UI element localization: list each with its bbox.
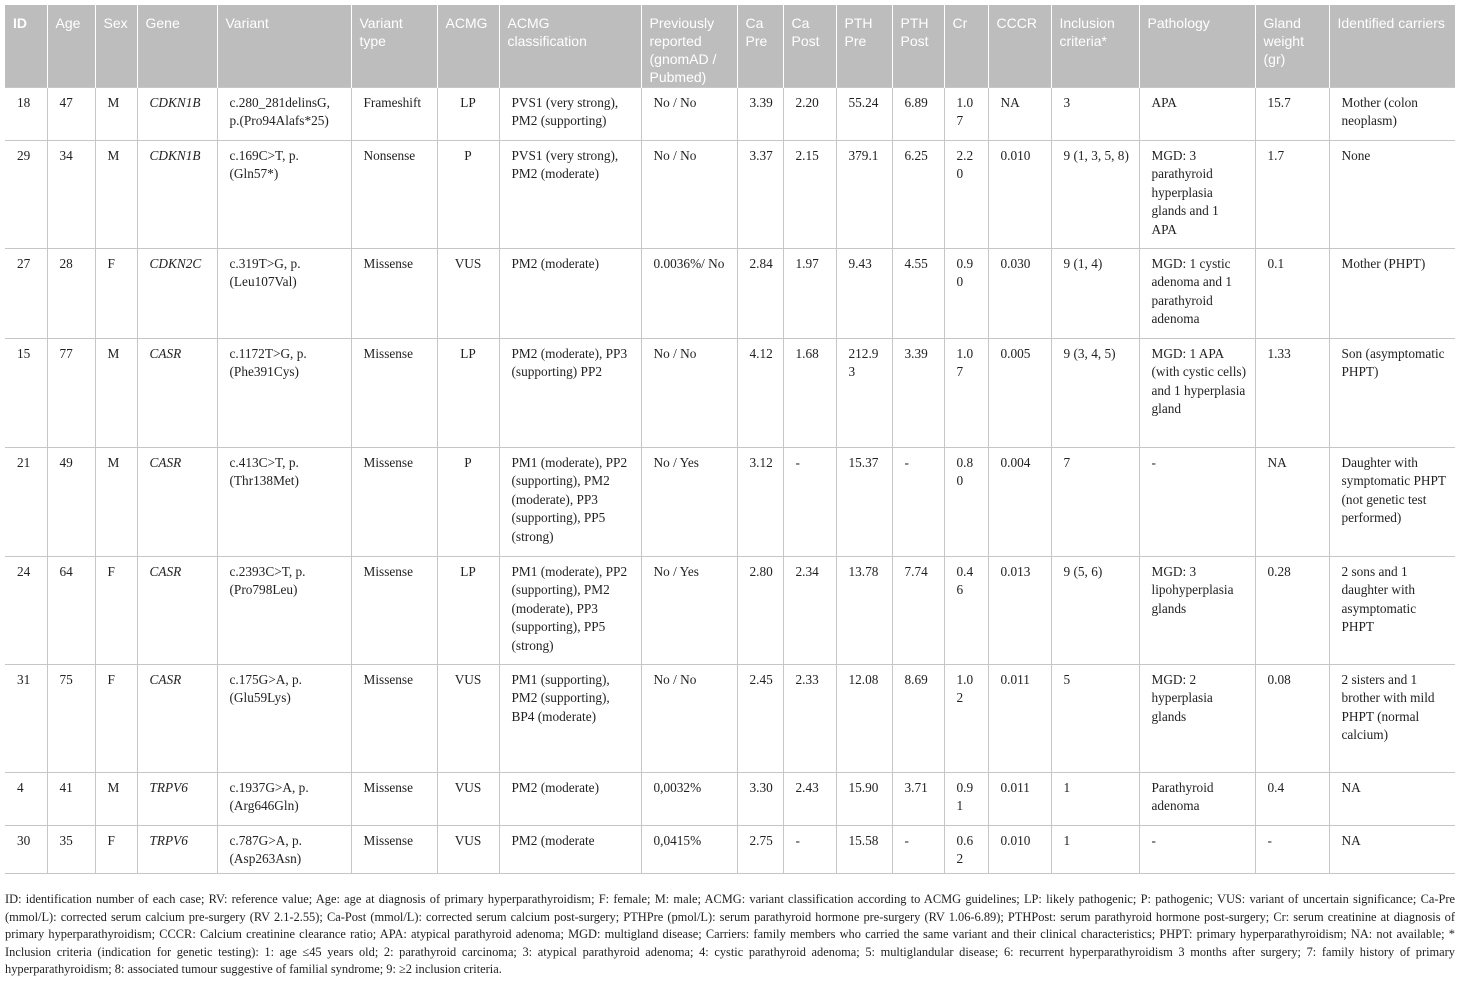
- cell-cccr: 0.011: [988, 664, 1051, 772]
- cell-gene: CASR: [137, 556, 217, 664]
- cell-identified-carriers: 2 sons and 1 daughter with asymptomatic PHPT: [1329, 556, 1455, 664]
- cell-cccr: 0.004: [988, 447, 1051, 556]
- cell-gene: TRPV6: [137, 772, 217, 825]
- cell-gland-weight: NA: [1255, 447, 1329, 556]
- cell-inclusion-criteria: 7: [1051, 447, 1139, 556]
- cell-variant: c.787G>A, p.(Asp263Asn): [217, 825, 351, 873]
- table-row: [5, 825, 1455, 873]
- cell-variant: c.280_281delinsG, p.(Pro94Alafs*25): [217, 87, 351, 140]
- cell-identified-carriers: Son (asymptomatic PHPT): [1329, 338, 1455, 447]
- cell-pth-pre: 379.1: [836, 140, 892, 248]
- table-row: [5, 664, 1455, 772]
- table-row: [5, 447, 1455, 556]
- cell-id: 29: [5, 140, 47, 248]
- cell-cccr: 0.030: [988, 248, 1051, 338]
- cell-acmg: LP: [437, 556, 499, 664]
- cell-sex: F: [95, 248, 137, 338]
- cell-ca-pre: 2.84: [737, 248, 783, 338]
- cell-age: 47: [47, 87, 95, 140]
- cell-cccr: 0.010: [988, 140, 1051, 248]
- cell-acmg: LP: [437, 87, 499, 140]
- cell-inclusion-criteria: 3: [1051, 87, 1139, 140]
- cell-ca-pre: 3.39: [737, 87, 783, 140]
- cell-pth-post: 3.71: [892, 772, 944, 825]
- cell-pth-pre: 15.58: [836, 825, 892, 873]
- cell-pth-post: 4.55: [892, 248, 944, 338]
- header-pathology: Pathology: [1139, 5, 1255, 87]
- header-inclusion-criteria: Inclusion criteria*: [1051, 5, 1139, 87]
- cell-ca-post: 1.97: [783, 248, 836, 338]
- cell-previously-reported: 0.0036%/ No: [641, 248, 737, 338]
- cell-sex: F: [95, 556, 137, 664]
- cell-ca-post: -: [783, 447, 836, 556]
- cell-ca-post: -: [783, 825, 836, 873]
- cell-gland-weight: -: [1255, 825, 1329, 873]
- header-cr: Cr: [944, 5, 988, 87]
- cell-gene: CASR: [137, 447, 217, 556]
- cell-pathology: APA: [1139, 87, 1255, 140]
- cell-id: 21: [5, 447, 47, 556]
- cell-gland-weight: 0.08: [1255, 664, 1329, 772]
- cell-age: 64: [47, 556, 95, 664]
- cell-gland-weight: 15.7: [1255, 87, 1329, 140]
- cell-previously-reported: No / Yes: [641, 556, 737, 664]
- cell-previously-reported: No / No: [641, 338, 737, 447]
- cell-acmg: P: [437, 140, 499, 248]
- table-row: [5, 248, 1455, 338]
- header-pth-pre: PTH Pre: [836, 5, 892, 87]
- cell-gland-weight: 1.33: [1255, 338, 1329, 447]
- cell-gene: CDKN2C: [137, 248, 217, 338]
- variants-table: [5, 5, 1455, 874]
- header-cccr: CCCR: [988, 5, 1051, 87]
- cell-variant-type: Missense: [351, 338, 437, 447]
- header-sex: Sex: [95, 5, 137, 87]
- cell-variant-type: Missense: [351, 556, 437, 664]
- cell-ca-pre: 4.12: [737, 338, 783, 447]
- header-ca-post: Ca Post: [783, 5, 836, 87]
- table-row: [5, 87, 1455, 140]
- cell-pth-pre: 9.43: [836, 248, 892, 338]
- cell-acmg: VUS: [437, 825, 499, 873]
- cell-gene: CASR: [137, 664, 217, 772]
- cell-cr: 2.20: [944, 140, 988, 248]
- cell-identified-carriers: 2 sisters and 1 brother with mild PHPT (normal calcium): [1329, 664, 1455, 772]
- cell-inclusion-criteria: 1: [1051, 825, 1139, 873]
- cell-cr: 0.80: [944, 447, 988, 556]
- cell-previously-reported: No / No: [641, 140, 737, 248]
- cell-cr: 0.91: [944, 772, 988, 825]
- cell-id: 18: [5, 87, 47, 140]
- cell-variant: c.175G>A, p.(Glu59Lys): [217, 664, 351, 772]
- cell-acmg-classification: PM2 (moderate): [499, 772, 641, 825]
- cell-ca-pre: 2.80: [737, 556, 783, 664]
- cell-ca-post: 2.34: [783, 556, 836, 664]
- cell-identified-carriers: Daughter with symptomatic PHPT (not genetic test performed): [1329, 447, 1455, 556]
- cell-cccr: 0.005: [988, 338, 1051, 447]
- cell-age: 34: [47, 140, 95, 248]
- cell-identified-carriers: Mother (PHPT): [1329, 248, 1455, 338]
- cell-cccr: 0.013: [988, 556, 1051, 664]
- cell-ca-post: 1.68: [783, 338, 836, 447]
- cell-pth-post: -: [892, 447, 944, 556]
- cell-pth-pre: 13.78: [836, 556, 892, 664]
- cell-ca-pre: 3.30: [737, 772, 783, 825]
- cell-pathology: MGD: 1 cystic adenoma and 1 parathyroid adenoma: [1139, 248, 1255, 338]
- cell-inclusion-criteria: 5: [1051, 664, 1139, 772]
- cell-variant: c.319T>G, p.(Leu107Val): [217, 248, 351, 338]
- cell-acmg-classification: PVS1 (very strong), PM2 (supporting): [499, 87, 641, 140]
- header-previously-reported: Previously reported (gnomAD / Pubmed): [641, 5, 737, 87]
- cell-variant-type: Missense: [351, 825, 437, 873]
- cell-gene: CDKN1B: [137, 140, 217, 248]
- cell-pth-post: 6.25: [892, 140, 944, 248]
- cell-acmg: P: [437, 447, 499, 556]
- cell-id: 24: [5, 556, 47, 664]
- cell-ca-post: 2.20: [783, 87, 836, 140]
- cell-previously-reported: 0,0415%: [641, 825, 737, 873]
- cell-previously-reported: No / No: [641, 87, 737, 140]
- cell-sex: M: [95, 87, 137, 140]
- cell-acmg-classification: PVS1 (very strong), PM2 (moderate): [499, 140, 641, 248]
- cell-inclusion-criteria: 9 (1, 4): [1051, 248, 1139, 338]
- cell-inclusion-criteria: 9 (3, 4, 5): [1051, 338, 1139, 447]
- cell-acmg-classification: PM2 (moderate): [499, 248, 641, 338]
- cell-acmg-classification: PM1 (moderate), PP2 (supporting), PM2 (moderate), PP3 (supporting), PP5 (strong): [499, 447, 641, 556]
- cell-cr: 1.07: [944, 338, 988, 447]
- cell-acmg: VUS: [437, 772, 499, 825]
- cell-pathology: MGD: 3 lipohyperplasia glands: [1139, 556, 1255, 664]
- header-identified-carriers: Identified carriers: [1329, 5, 1455, 87]
- cell-inclusion-criteria: 1: [1051, 772, 1139, 825]
- header-acmg: ACMG: [437, 5, 499, 87]
- cell-inclusion-criteria: 9 (1, 3, 5, 8): [1051, 140, 1139, 248]
- cell-acmg: VUS: [437, 248, 499, 338]
- cell-age: 49: [47, 447, 95, 556]
- cell-pathology: -: [1139, 447, 1255, 556]
- cell-gene: CASR: [137, 338, 217, 447]
- cell-acmg: LP: [437, 338, 499, 447]
- header-age: Age: [47, 5, 95, 87]
- cell-variant-type: Frameshift: [351, 87, 437, 140]
- cell-sex: M: [95, 338, 137, 447]
- cell-acmg: VUS: [437, 664, 499, 772]
- cell-sex: M: [95, 447, 137, 556]
- cell-variant-type: Missense: [351, 447, 437, 556]
- cell-variant-type: Nonsense: [351, 140, 437, 248]
- table-row: [5, 556, 1455, 664]
- cell-pth-post: 7.74: [892, 556, 944, 664]
- cell-id: 30: [5, 825, 47, 873]
- header-variant: Variant: [217, 5, 351, 87]
- cell-pathology: Parathyroid adenoma: [1139, 772, 1255, 825]
- cell-ca-post: 2.43: [783, 772, 836, 825]
- cell-variant: c.1937G>A, p.(Arg646Gln): [217, 772, 351, 825]
- cell-id: 27: [5, 248, 47, 338]
- cell-gland-weight: 1.7: [1255, 140, 1329, 248]
- cell-id: 15: [5, 338, 47, 447]
- cell-cccr: NA: [988, 87, 1051, 140]
- cell-pathology: -: [1139, 825, 1255, 873]
- cell-age: 41: [47, 772, 95, 825]
- cell-variant-type: Missense: [351, 248, 437, 338]
- cell-pth-pre: 15.37: [836, 447, 892, 556]
- table-header-row: [5, 5, 1455, 87]
- cell-ca-post: 2.33: [783, 664, 836, 772]
- cell-sex: M: [95, 140, 137, 248]
- cell-pth-post: 8.69: [892, 664, 944, 772]
- cell-cccr: 0.010: [988, 825, 1051, 873]
- cell-variant: c.1172T>G, p.(Phe391Cys): [217, 338, 351, 447]
- cell-ca-post: 2.15: [783, 140, 836, 248]
- cell-id: 4: [5, 772, 47, 825]
- header-id: ID: [5, 5, 47, 87]
- cell-pth-post: -: [892, 825, 944, 873]
- cell-gland-weight: 0.4: [1255, 772, 1329, 825]
- cell-cr: 1.02: [944, 664, 988, 772]
- cell-pathology: MGD: 2 hyperplasia glands: [1139, 664, 1255, 772]
- cell-ca-pre: 3.37: [737, 140, 783, 248]
- cell-id: 31: [5, 664, 47, 772]
- header-gland-weight: Gland weight (gr): [1255, 5, 1329, 87]
- cell-pth-pre: 15.90: [836, 772, 892, 825]
- cell-variant: c.169C>T, p.(Gln57*): [217, 140, 351, 248]
- table-row: [5, 338, 1455, 447]
- table-container: [5, 5, 1455, 874]
- cell-sex: M: [95, 772, 137, 825]
- cell-gland-weight: 0.28: [1255, 556, 1329, 664]
- cell-sex: F: [95, 664, 137, 772]
- cell-acmg-classification: PM1 (supporting), PM2 (supporting), BP4 (moderate): [499, 664, 641, 772]
- cell-inclusion-criteria: 9 (5, 6): [1051, 556, 1139, 664]
- cell-gene: TRPV6: [137, 825, 217, 873]
- cell-identified-carriers: NA: [1329, 825, 1455, 873]
- cell-acmg-classification: PM2 (moderate: [499, 825, 641, 873]
- cell-previously-reported: No / Yes: [641, 447, 737, 556]
- header-ca-pre: Ca Pre: [737, 5, 783, 87]
- cell-pth-pre: 212.93: [836, 338, 892, 447]
- cell-ca-pre: 2.75: [737, 825, 783, 873]
- cell-sex: F: [95, 825, 137, 873]
- cell-ca-pre: 3.12: [737, 447, 783, 556]
- cell-gene: CDKN1B: [137, 87, 217, 140]
- cell-age: 35: [47, 825, 95, 873]
- cell-identified-carriers: Mother (colon neoplasm): [1329, 87, 1455, 140]
- cell-pth-pre: 55.24: [836, 87, 892, 140]
- cell-age: 77: [47, 338, 95, 447]
- cell-pth-pre: 12.08: [836, 664, 892, 772]
- cell-cr: 1.07: [944, 87, 988, 140]
- cell-variant: c.2393C>T, p.(Pro798Leu): [217, 556, 351, 664]
- cell-gland-weight: 0.1: [1255, 248, 1329, 338]
- table-row: [5, 772, 1455, 825]
- cell-pathology: MGD: 1 APA (with cystic cells) and 1 hyperplasia gland: [1139, 338, 1255, 447]
- cell-acmg-classification: PM2 (moderate), PP3 (supporting) PP2: [499, 338, 641, 447]
- cell-age: 75: [47, 664, 95, 772]
- header-pth-post: PTH Post: [892, 5, 944, 87]
- table-row: [5, 140, 1455, 248]
- header-variant-type: Variant type: [351, 5, 437, 87]
- cell-identified-carriers: NA: [1329, 772, 1455, 825]
- cell-identified-carriers: None: [1329, 140, 1455, 248]
- cell-pathology: MGD: 3 parathyroid hyperplasia glands and 1 APA: [1139, 140, 1255, 248]
- cell-cr: 0.46: [944, 556, 988, 664]
- cell-variant: c.413C>T, p.(Thr138Met): [217, 447, 351, 556]
- header-acmg-classification: ACMG classification: [499, 5, 641, 87]
- cell-acmg-classification: PM1 (moderate), PP2 (supporting), PM2 (moderate), PP3 (supporting), PP5 (strong): [499, 556, 641, 664]
- cell-age: 28: [47, 248, 95, 338]
- cell-cccr: 0.011: [988, 772, 1051, 825]
- cell-cr: 0.62: [944, 825, 988, 873]
- cell-cr: 0.90: [944, 248, 988, 338]
- cell-variant-type: Missense: [351, 772, 437, 825]
- cell-previously-reported: 0,0032%: [641, 772, 737, 825]
- cell-previously-reported: No / No: [641, 664, 737, 772]
- cell-ca-pre: 2.45: [737, 664, 783, 772]
- cell-pth-post: 6.89: [892, 87, 944, 140]
- table-footnote: ID: identification number of each case; RV: reference value; Age: age at diagnosis of primary hyperparathyroidism; F: female; M: male; ACMG: variant classification according to ACMG guidelines; LP: likely pathogenic; P: pathogenic; VUS: variant of uncertain significance; Ca-Pre (mmol/L): corrected serum calcium pre-surgery (RV 2.1-2.55); Ca-Post (mmol/L): corrected serum calcium post-surgery; PTHPre (pmol/L): serum parathyroid hormone pre-surgery (RV 1.06-6.89); PTHPost: serum parathyroid hormone post-surgery; Cr: serum creatinine at diagnosis of primary hyperparathyroidism; CCCR: Calcium creatinine clearance ratio; APA: atypical parathyroid adenoma; MGD: multigland disease; Carriers: family members who carried the same variant and their clinical characteristics; PHPT: primary hyperparathyroidism; NA: not available; * Inclusion criteria (indication for genetic testing): 1: age ≤45 years old; 2: parathyroid carcinoma; 3: atypical parathyroid adenoma; 4: cystic parathyroid adenoma; 5: multiglandular disease; 6: recurrent hyperparathyroidism 3 months after surgery; 7: family history of primary hyperparathyroidism; 8: associated tumour suggestive of familial syndrome; 9: ≥2 inclusion criteria.: [5, 892, 1455, 977]
- header-gene: Gene: [137, 5, 217, 87]
- cell-variant-type: Missense: [351, 664, 437, 772]
- cell-pth-post: 3.39: [892, 338, 944, 447]
